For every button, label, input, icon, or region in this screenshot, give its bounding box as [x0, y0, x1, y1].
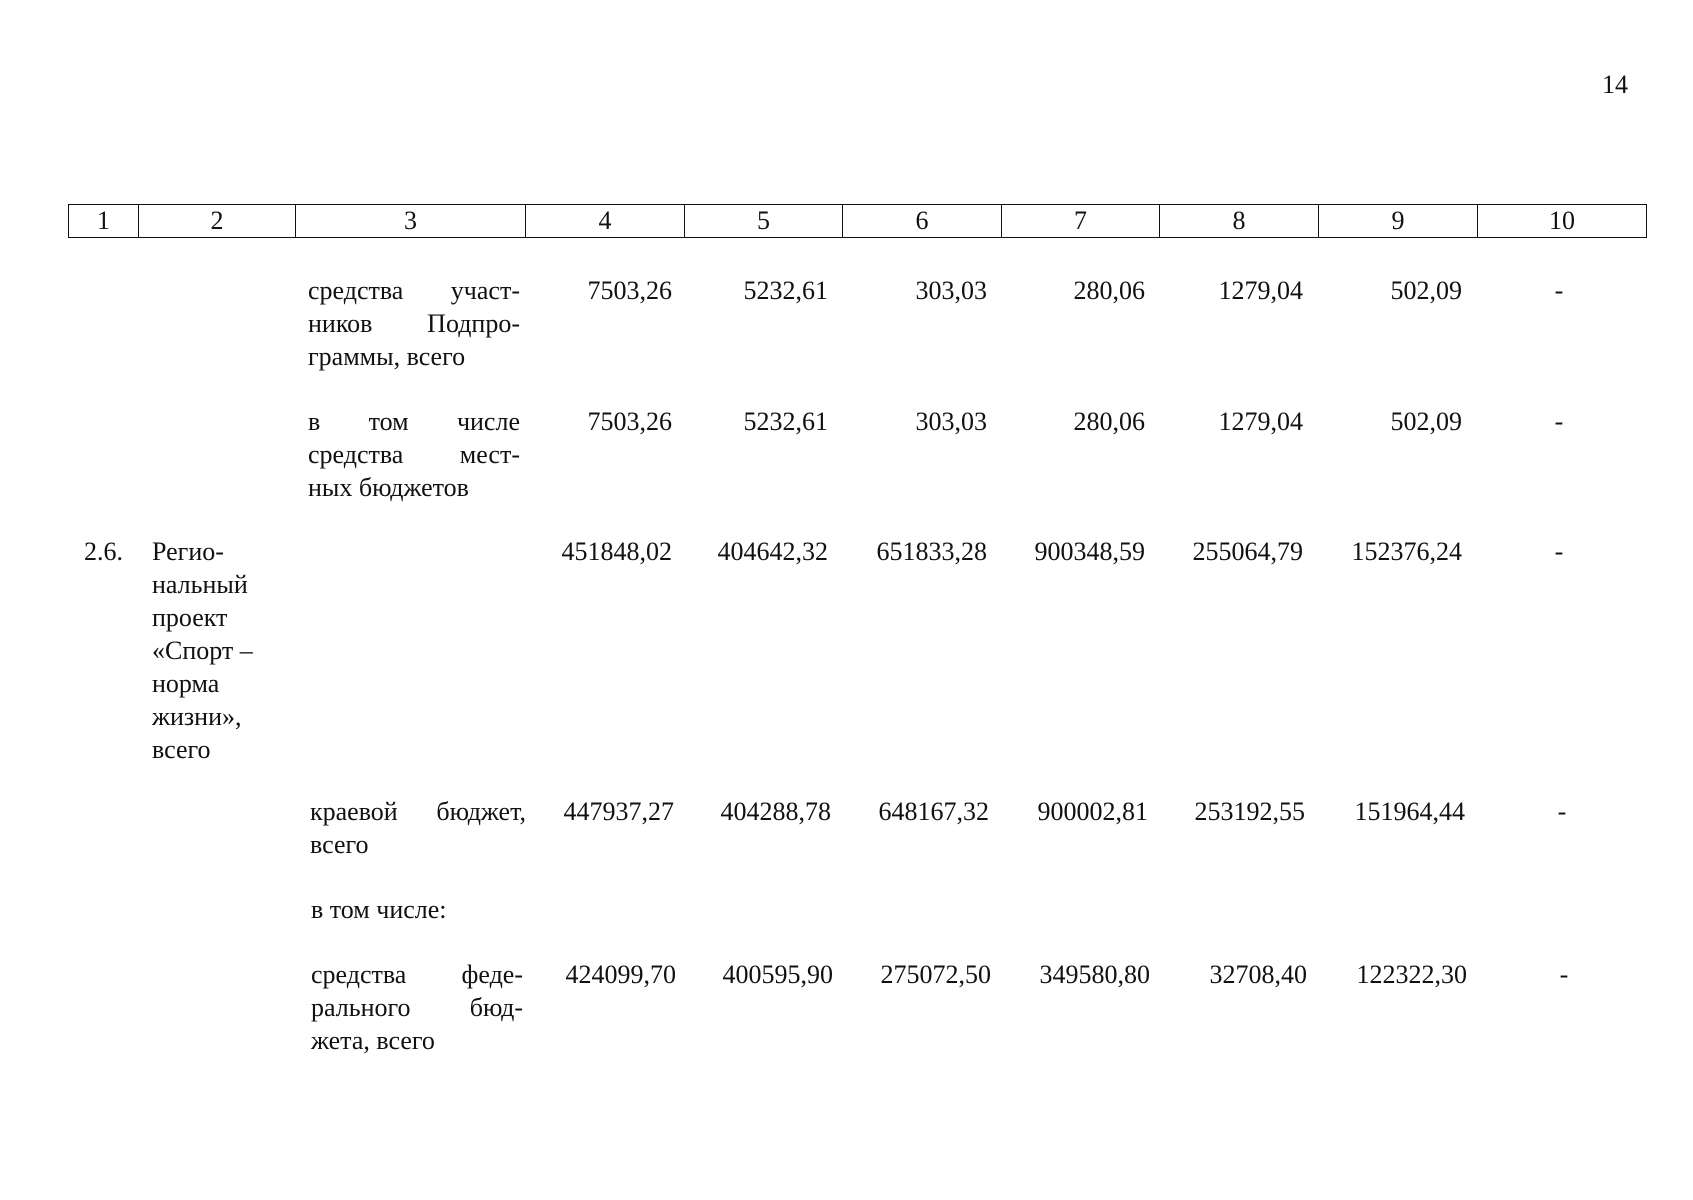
row-5-col-7: 349580,80: [1039, 960, 1150, 989]
row-3-col-8: 253192,55: [1194, 797, 1305, 826]
row-5-col-8: 32708,40: [1209, 960, 1307, 989]
row-2-col-9: 152376,24: [1351, 537, 1462, 566]
row-3-description-line: краевой бюджет,: [310, 797, 526, 826]
row-0-description-line: ников Подпро-: [308, 309, 520, 338]
row-1-col-10: -: [1554, 407, 1564, 436]
column-numbering-header: [68, 204, 1647, 238]
header-col-9: 9: [1319, 205, 1478, 238]
row-5-description-line: рального бюд-: [311, 993, 523, 1022]
row-0-col-7: 280,06: [1073, 276, 1145, 305]
row-0-col-9: 502,09: [1390, 276, 1462, 305]
header-col-7: 7: [1002, 205, 1160, 238]
row-1-col-8: 1279,04: [1218, 407, 1303, 436]
row-2-section-name-line: жизни»,: [152, 702, 242, 731]
row-0-col-8: 1279,04: [1218, 276, 1303, 305]
row-2-section-name-line: норма: [152, 669, 220, 698]
row-0-col-4: 7503,26: [587, 276, 672, 305]
row-0-description: [308, 274, 520, 373]
row-3-col-6: 648167,32: [878, 797, 989, 826]
row-2-section-name: [152, 535, 292, 766]
row-1-description-line: средства мест-: [308, 440, 520, 469]
row-0-description-line: граммы, всего: [308, 342, 466, 371]
row-4-description: в том числе:: [311, 895, 447, 924]
row-1-col-7: 280,06: [1073, 407, 1145, 436]
row-2-section-number: 2.6.: [84, 537, 123, 566]
row-0-description-line: средства участ-: [308, 276, 520, 305]
row-3-description: [310, 795, 526, 861]
row-2-col-7: 900348,59: [1034, 537, 1145, 566]
row-2-section-name-line: нальный: [152, 570, 248, 599]
row-2-col-8: 255064,79: [1192, 537, 1303, 566]
row-3-col-7: 900002,81: [1037, 797, 1148, 826]
row-2-section-name-line: Регио-: [152, 537, 224, 566]
row-5-col-5: 400595,90: [722, 960, 833, 989]
row-0-col-10: -: [1554, 276, 1564, 305]
row-0-col-6: 303,03: [915, 276, 987, 305]
row-1-description-line: ных бюджетов: [308, 473, 469, 502]
row-3-col-5: 404288,78: [720, 797, 831, 826]
page-number: 14: [1602, 70, 1628, 99]
row-1-col-5: 5232,61: [743, 407, 828, 436]
row-1-col-4: 7503,26: [587, 407, 672, 436]
row-2-col-6: 651833,28: [876, 537, 987, 566]
row-3-description-line: всего: [310, 830, 369, 859]
row-2-col-4: 451848,02: [561, 537, 672, 566]
row-2-col-5: 404642,32: [717, 537, 828, 566]
row-1-description-line: в том числе: [308, 407, 520, 436]
row-2-section-name-line: «Спорт –: [152, 636, 253, 665]
row-1-col-9: 502,09: [1390, 407, 1462, 436]
row-3-col-4: 447937,27: [563, 797, 674, 826]
row-5-description: [311, 958, 523, 1057]
header-col-4: 4: [526, 205, 685, 238]
header-col-3: 3: [296, 205, 526, 238]
row-2-section-name-line: проект: [152, 603, 228, 632]
header-col-1: 1: [69, 205, 139, 238]
header-col-8: 8: [1160, 205, 1319, 238]
header-row: [69, 205, 1647, 238]
row-5-col-4: 424099,70: [565, 960, 676, 989]
row-0-col-5: 5232,61: [743, 276, 828, 305]
row-5-description-line: жета, всего: [311, 1026, 435, 1055]
row-5-description-line: средства феде-: [311, 960, 523, 989]
row-2-section-name-line: всего: [152, 735, 211, 764]
header-col-10: 10: [1478, 205, 1647, 238]
header-col-6: 6: [843, 205, 1002, 238]
row-1-description: [308, 405, 520, 504]
header-col-5: 5: [685, 205, 843, 238]
row-2-col-10: -: [1554, 537, 1564, 566]
row-5-col-6: 275072,50: [880, 960, 991, 989]
row-1-col-6: 303,03: [915, 407, 987, 436]
row-5-col-10: -: [1559, 960, 1569, 989]
row-5-col-9: 122322,30: [1356, 960, 1467, 989]
row-3-col-10: -: [1557, 797, 1567, 826]
row-3-col-9: 151964,44: [1354, 797, 1465, 826]
header-col-2: 2: [139, 205, 296, 238]
